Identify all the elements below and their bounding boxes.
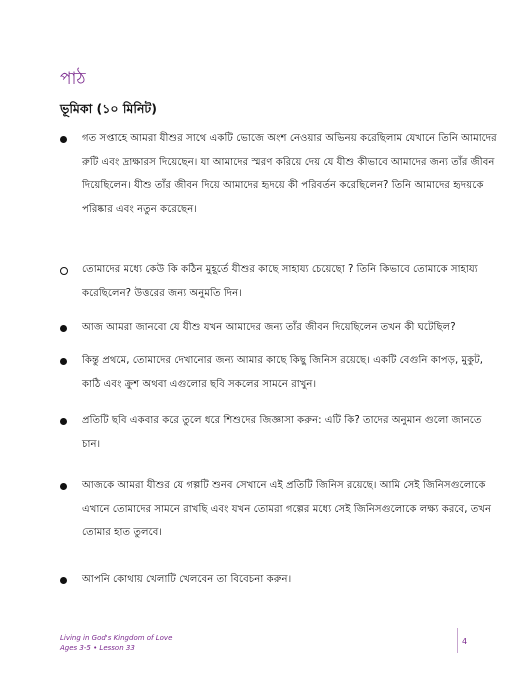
list-item-text: আজকে আমরা যীশুর যে গল্পটি শুনব সেখানে এই প্রতিটি জিনিস রয়েছে। আমি সেই জিনিসগুলোকে এখানে তোমাদের সামনে রাখছি এবং যখন তোমরা গল্পের মধ্যে সেই জিনিসগুলোকে লক্ষ্য করবে, তখন তোমার হাত তুলবে। [82,480,492,538]
list-item [60,316,500,344]
footer-divider [457,628,458,653]
list-item [60,409,500,464]
bullet-icon [60,418,67,425]
bullet-icon [60,136,67,143]
footer-lesson: Ages 3-5 • Lesson 33 [60,644,135,652]
footer-course-info [60,633,172,653]
list-item-text: প্রতিটি ছবি একবার করে তুলে ধরে শিশুদের জিজ্ঞাসা করুন: এটি কি? তাদের অনুমান গুলো জানতে চান। [82,415,482,450]
section-title: পাঠ [60,69,86,89]
bullet-icon [60,358,67,365]
subheading: ভূমিকা (১০ মিনিট) [60,101,157,116]
list-item [60,568,500,596]
list-item [60,258,500,313]
bullet-icon [60,325,67,332]
hollow-bullet-icon [60,267,68,275]
list-item-text: আপনি কোথায় খেলাটি খেলবেন তা বিবেচনা করুন। [82,574,292,585]
list-item [60,127,500,237]
bullet-icon [60,483,67,490]
list-item-text: গত সপ্তাহে আমরা যীশুর সাথে একটি ভোজে অংশ নেওয়ার অভিনয় করেছিলাম যেখানে তিনি আমাদের রুটি এবং দ্রাক্ষারস দিয়েছেন। যা আমাদের স্মরণ করিয়ে দেয় যে যীশু কীভাবে আমাদের জন্য তাঁর জীবন দিয়েছিলেন। যীশু তাঁর জীবন দিয়ে আমাদের হৃদয়ে কী পরিবর্তন করেছিলেন? তিনি আমাদের হৃদয়কে পরিষ্কার এবং নতুন করেছেন। [82,133,497,215]
footer-title: Living in God's Kingdom of Love [60,634,173,642]
page-number: 4 [462,637,468,646]
list-item-text: তোমাদের মধ্যে কেউ কি কঠিন মুহূর্তে যীশুর কাছে সাহায্য চেয়েছো ? তিনি কিভাবে তোমাকে সাহায্য করেছিলেন? উত্তরের জন্য অনুমতি দিন। [82,264,478,299]
list-item [60,349,500,404]
list-item-text: কিন্তু প্রথমে, তোমাদের দেখানোর জন্য আমার কাছে কিছু জিনিস রয়েছে। একটি বেগুনি কাপড়, মুকুট, কাঠি এবং ক্রুশ অথবা এগুলোর ছবি সকলের সামনে রাখুন। [82,355,484,390]
list-item-text: আজ আমরা জানবো যে যীশু যখন আমাদের জন্য তাঁর জীবন দিয়েছিলেন তখন কী ঘটেছিল? [82,322,456,333]
list-item [60,474,500,554]
bullet-icon [60,577,67,584]
